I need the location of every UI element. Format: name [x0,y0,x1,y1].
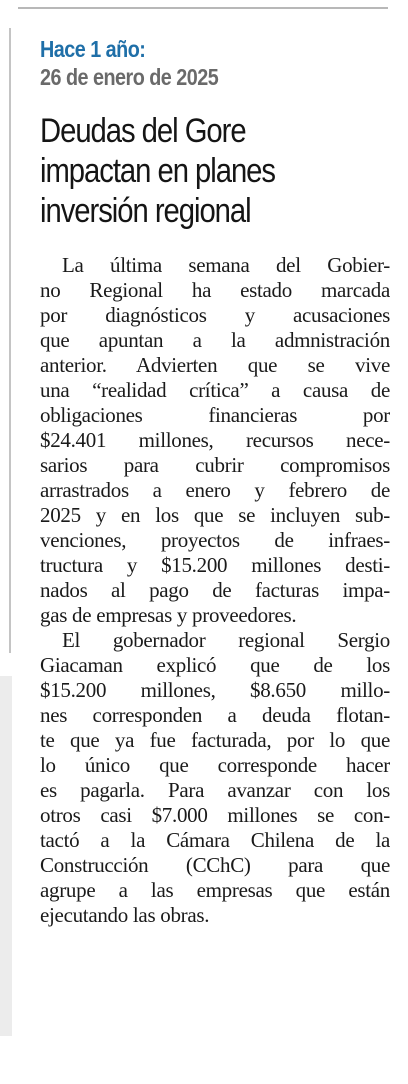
body-line: te que ya fue facturada, por lo que [40,728,390,752]
article-body [40,253,390,928]
headline [40,111,341,231]
body-line: una “realidad crítica” a causa de [40,378,390,402]
body-line: Construcción (CChC) para que [40,853,390,877]
column-rule [9,28,11,653]
body-line: nes corresponden a deuda flotan- [40,703,390,727]
body-line: por diagnósticos y acusaciones [40,303,390,327]
body-line: obligaciones financieras por [40,403,390,427]
body-line: agrupe a las empresas que están [40,878,390,902]
body-line: $15.200 millones, $8.650 millo- [40,678,390,702]
body-line: gas de empresas y proveedores. [40,603,297,627]
column-margin-shade [0,676,12,1036]
body-line: es pagarla. Para avanzar con los [40,778,390,802]
body-line: tactó a la Cámara Chilena de la [40,828,390,852]
body-line: ejecutando las obras. [40,903,210,927]
top-rule [18,7,388,9]
kicker: Hace 1 año: [40,36,146,62]
headline-line: Deudas del Gore [40,112,246,150]
paragraph-2 [40,628,390,928]
body-line: Giacaman explicó que de los [40,653,390,677]
body-line: tructura y $15.200 millones desti- [40,553,390,577]
body-line: que apuntan a la admnistración [40,328,390,352]
body-line: La última semana del Gobier- [62,253,390,277]
headline-line: impactan en planes [40,152,276,190]
paragraph-1 [40,253,390,628]
body-line: sarios para cubrir compromisos [40,453,390,477]
body-line: nados al pago de facturas impa- [40,578,390,602]
article-date: 26 de enero de 2025 [40,64,219,90]
body-line: no Regional ha estado marcada [40,278,390,302]
body-line: arrastrados a enero y febrero de [40,478,390,502]
body-line: otros casi $7.000 millones se con- [40,803,390,827]
body-line: lo único que corresponde hacer [40,753,390,777]
article [40,36,390,928]
body-line: $24.401 millones, recursos nece- [40,428,390,452]
body-line: 2025 y en los que se incluyen sub- [40,503,390,527]
body-line: El gobernador regional Sergio [62,628,390,652]
headline-line: inversión regional [40,192,251,230]
body-line: venciones, proyectos de infraes- [40,528,390,552]
body-line: anterior. Advierten que se vive [40,353,390,377]
